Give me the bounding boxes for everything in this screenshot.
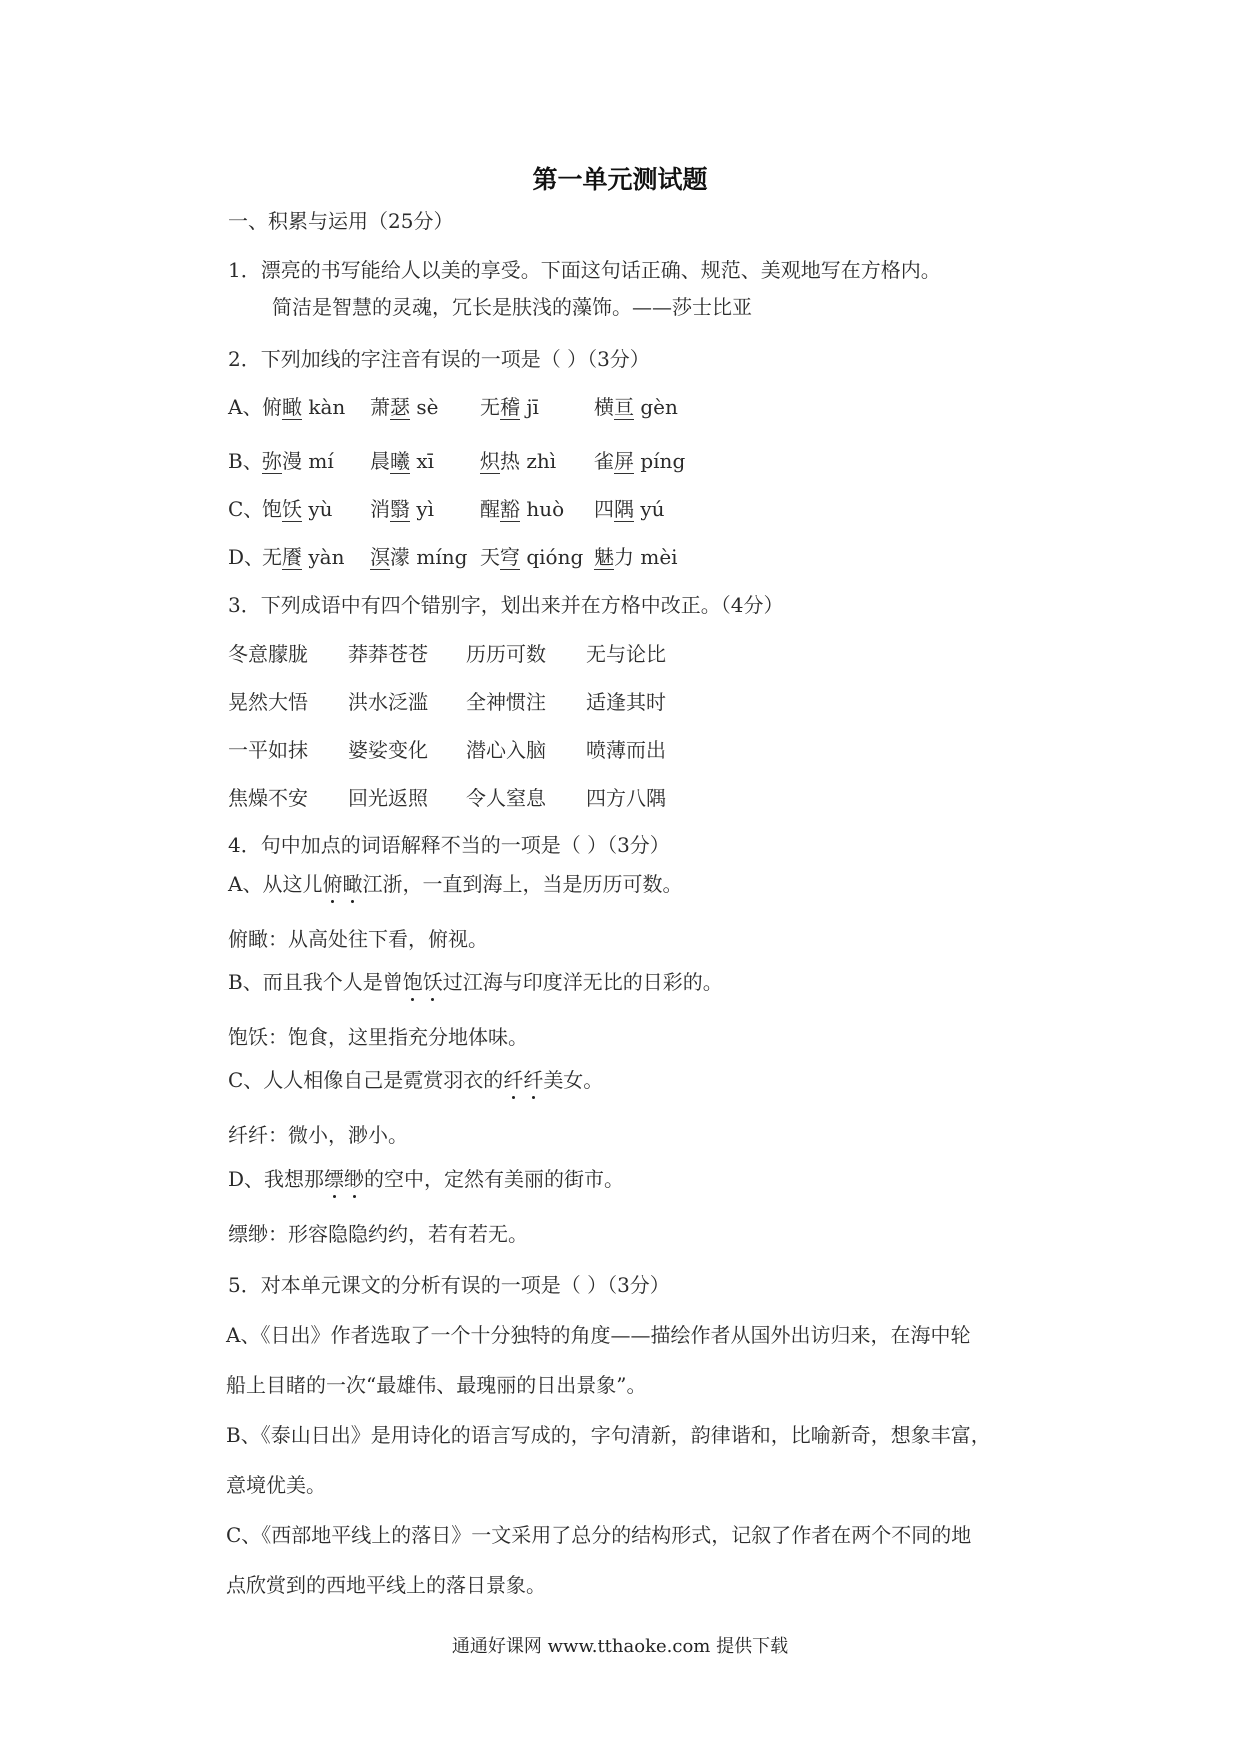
pinyin-item <box>370 447 434 475</box>
word-char: 消 <box>370 497 390 521</box>
word-char: 醒 <box>480 497 500 521</box>
question-5-line: B、《泰山日出》是用诗化的语言写成的，字句清新，韵律谐和，比喻新奇，想象丰富， <box>226 1423 991 1447</box>
underlined-char: 隅 <box>614 497 634 521</box>
pinyin: yú <box>634 497 665 521</box>
question-5-line: C、《西部地平线上的落日》一文采用了总分的结构形式，记叙了作者在两个不同的地 <box>226 1523 972 1547</box>
idiom-item: 焦燥不安 <box>228 786 308 810</box>
pinyin-item <box>594 393 678 421</box>
idiom-item: 喷薄而出 <box>586 738 666 762</box>
option-sentence <box>228 870 682 898</box>
word-char: 热 <box>500 449 520 473</box>
sentence-text: D、我想那 <box>228 1167 325 1191</box>
option-sentence <box>228 1066 603 1094</box>
pinyin-item <box>262 447 334 475</box>
word-char: 晨 <box>370 449 390 473</box>
word-char: 雀 <box>594 449 614 473</box>
idiom-item: 潜心入脑 <box>466 738 546 762</box>
question-2-stem: 2．下列加线的字注音有误的一项是（ ）（3分） <box>228 347 650 371</box>
pinyin-item <box>480 393 539 421</box>
pinyin: yì <box>410 497 435 521</box>
footer-credit: 通通好课网 www.tthaoke.com 提供下载 <box>451 1636 789 1657</box>
page-title: 第一单元测试题 <box>532 165 708 194</box>
idiom-item: 回光返照 <box>348 786 428 810</box>
underlined-char: 曦 <box>390 449 410 473</box>
underlined-char: 饫 <box>282 497 302 521</box>
pinyin-item <box>594 543 678 571</box>
pinyin: gèn <box>634 395 678 419</box>
word-char: 力 <box>614 545 634 569</box>
idiom-item: 一平如抹 <box>228 738 308 762</box>
word-char: 横 <box>594 395 614 419</box>
question-1-quote: 简洁是智慧的灵魂，冗长是肤浅的藻饰。——莎士比亚 <box>272 295 752 319</box>
pinyin: yàn <box>302 545 345 569</box>
pinyin: huò <box>520 497 565 521</box>
idiom-item: 婆娑变化 <box>348 738 428 762</box>
pinyin: zhì <box>520 449 557 473</box>
pinyin-item <box>480 543 583 571</box>
word-char: 天 <box>480 545 500 569</box>
underlined-char: 弥 <box>262 449 282 473</box>
pinyin-item <box>370 393 438 421</box>
word-char: 萧 <box>370 395 390 419</box>
underlined-char: 豁 <box>500 497 520 521</box>
word-char: 无 <box>262 545 282 569</box>
underlined-char: 屏 <box>614 449 634 473</box>
pinyin: qióng <box>520 545 584 569</box>
word-char: 濛 <box>390 545 410 569</box>
idiom-item: 冬意朦胧 <box>228 642 308 666</box>
idiom-item: 令人窒息 <box>466 786 546 810</box>
word-char: 四 <box>594 497 614 521</box>
pinyin-item <box>594 447 685 475</box>
option-label: A、 <box>228 395 263 419</box>
sentence-text: 过江海与印度洋无比的日彩的。 <box>442 970 723 994</box>
dotted-char: 俯 <box>322 872 343 896</box>
option-explanation: 饱饫：饱食，这里指充分地体味。 <box>228 1025 528 1049</box>
idiom-item: 莽莽苍苍 <box>348 642 428 666</box>
idiom-item: 洪水泛滥 <box>348 690 428 714</box>
option-label: B、 <box>228 449 263 473</box>
word-char: 无 <box>480 395 500 419</box>
underlined-char: 炽 <box>480 449 500 473</box>
dotted-char: 纤 <box>523 1068 544 1092</box>
underlined-char: 瑟 <box>390 395 410 419</box>
underlined-char: 亘 <box>614 395 634 419</box>
pinyin: yù <box>302 497 333 521</box>
question-5-line: 船上目睹的一次“最雄伟、最瑰丽的日出景象”。 <box>226 1373 647 1397</box>
pinyin-item <box>480 495 564 523</box>
question-5-line: 意境优美。 <box>226 1473 326 1497</box>
pinyin-item <box>262 543 344 571</box>
underlined-char: 稽 <box>500 395 520 419</box>
underlined-char: 瞰 <box>282 395 302 419</box>
sentence-text: 美女。 <box>543 1068 604 1092</box>
question-5-line: A、《日出》作者选取了一个十分独特的角度——描绘作者从国外出访归来，在海中轮 <box>226 1323 971 1347</box>
pinyin: mèi <box>634 545 678 569</box>
idiom-item: 无与论比 <box>586 642 666 666</box>
dotted-char: 纤 <box>503 1068 524 1092</box>
sentence-text: C、人人相像自己是霓赏羽衣的 <box>228 1068 504 1092</box>
pinyin: sè <box>410 395 439 419</box>
option-sentence <box>228 968 723 996</box>
underlined-char: 溟 <box>370 545 390 569</box>
question-5-stem: 5．对本单元课文的分析有误的一项是（ ）（3分） <box>228 1273 670 1297</box>
dotted-char: 瞰 <box>342 872 363 896</box>
sentence-text: 的空中，定然有美丽的街市。 <box>364 1167 625 1191</box>
idiom-item: 全神惯注 <box>466 690 546 714</box>
underlined-char: 魅 <box>594 545 614 569</box>
pinyin: píng <box>634 449 686 473</box>
pinyin-item <box>262 393 345 421</box>
sentence-text: B、而且我个人是曾 <box>228 970 403 994</box>
dotted-char: 缈 <box>344 1167 365 1191</box>
dotted-char: 饱 <box>402 970 423 994</box>
option-explanation: 缥缈：形容隐隐约约，若有若无。 <box>228 1222 528 1246</box>
idiom-item: 四方八隅 <box>586 786 666 810</box>
idiom-item: 晃然大悟 <box>228 690 308 714</box>
word-char: 俯 <box>262 395 282 419</box>
dotted-char: 缥 <box>324 1167 345 1191</box>
pinyin-item <box>370 543 467 571</box>
sentence-text: A、从这儿 <box>228 872 323 896</box>
word-char: 饱 <box>262 497 282 521</box>
pinyin-item <box>594 495 665 523</box>
idiom-item: 适逢其时 <box>586 690 666 714</box>
option-sentence <box>228 1165 624 1193</box>
underlined-char: 餍 <box>282 545 302 569</box>
pinyin: jī <box>520 395 539 419</box>
option-explanation: 俯瞰：从高处往下看，俯视。 <box>228 927 488 951</box>
pinyin: kàn <box>302 395 346 419</box>
dotted-char: 饫 <box>422 970 443 994</box>
pinyin: mí <box>302 449 334 473</box>
idiom-item: 历历可数 <box>466 642 546 666</box>
question-4-stem: 4．句中加点的词语解释不当的一项是（ ）（3分） <box>228 833 670 857</box>
option-label: D、 <box>228 545 265 569</box>
option-label: C、 <box>228 497 264 521</box>
pinyin-item <box>480 447 556 475</box>
pinyin: míng <box>410 545 468 569</box>
option-explanation: 纤纤：微小，渺小。 <box>228 1123 408 1147</box>
pinyin-item <box>262 495 333 523</box>
question-5-line: 点欣赏到的西地平线上的落日景象。 <box>226 1573 546 1597</box>
question-3-stem: 3．下列成语中有四个错别字，划出来并在方格中改正。（4分） <box>228 593 784 617</box>
pinyin-item <box>370 495 434 523</box>
underlined-char: 翳 <box>390 497 410 521</box>
sentence-text: 江浙，一直到海上，当是历历可数。 <box>362 872 683 896</box>
section-heading: 一、积累与运用（25分） <box>228 209 454 233</box>
word-char: 漫 <box>282 449 302 473</box>
underlined-char: 穹 <box>500 545 520 569</box>
question-1-stem: 1．漂亮的书写能给人以美的享受。下面这句话正确、规范、美观地写在方格内。 <box>228 258 941 282</box>
pinyin: xī <box>410 449 435 473</box>
